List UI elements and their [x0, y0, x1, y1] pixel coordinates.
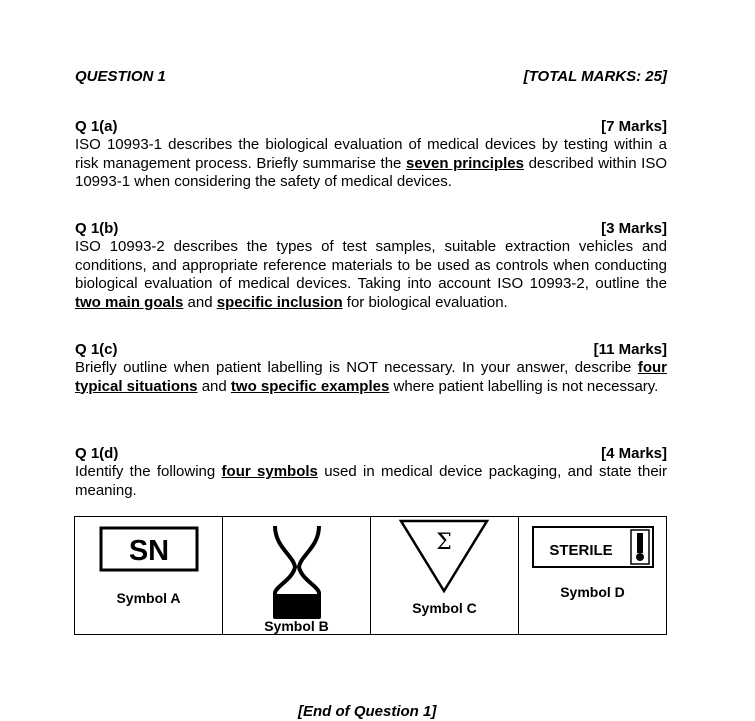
symbol-d-caption: Symbol D — [560, 584, 625, 600]
q1c-header — [75, 341, 667, 358]
q1c-text-3: where patient labelling is not necessary. — [389, 377, 659, 395]
q1c-text — [75, 359, 667, 396]
q1d-text-1: Identify the following — [75, 463, 222, 480]
symbol-d-text: STERILE — [549, 542, 613, 559]
q1b-label: Q 1(b) — [75, 220, 119, 237]
q1d-text — [75, 463, 667, 500]
symbol-a-caption: Symbol A — [116, 590, 181, 606]
q1b-text-1: ISO 10993-2 describes the types of test samples, suitable extraction vehicles and conditions, and appropriate reference materials to be used as controls when conducting biological evaluation of medical devices. Taking into account ISO 10993-2, outline the — [75, 238, 667, 292]
q1b-text — [75, 238, 667, 312]
q1d-text-2: used in medical device packaging, and state their meaning. — [75, 463, 667, 499]
total-marks: [TOTAL MARKS: 25] — [523, 68, 667, 85]
q1a-header — [75, 118, 667, 135]
q1b-marks: [3 Marks] — [601, 220, 667, 237]
symbol-c-cell — [371, 517, 519, 635]
q1b-header — [75, 220, 667, 237]
symbol-d-cell — [519, 517, 667, 635]
symbol-a-cell — [75, 517, 223, 635]
serial-number-icon — [75, 517, 223, 636]
symbols-table — [74, 516, 667, 635]
q1a-emphasis-1: seven principles — [406, 154, 524, 172]
q1c-emphasis-2: two specific examples — [230, 377, 390, 395]
q1c-emphasis-1: four typical situations — [75, 359, 667, 395]
q1d-emphasis-1: four symbols — [221, 463, 318, 480]
q1d-label: Q 1(d) — [75, 445, 119, 462]
q1c-marks: [11 Marks] — [593, 341, 667, 358]
q1d-header — [75, 445, 667, 462]
q1d-marks: [4 Marks] — [601, 445, 667, 462]
symbol-a-text: SN — [128, 535, 170, 567]
q1a-text-1: ISO 10993-1 describes the biological evaluation of medical devices by testing within a risk management process. Briefly summarise the — [75, 136, 667, 172]
q1b-emphasis-2: specific inclusion — [216, 293, 343, 311]
q1c-text-2: and — [197, 377, 231, 395]
q1c-text-1: Briefly outline when patient labelling is NOT necessary. In your answer, describe — [75, 359, 638, 376]
q1b-text-2: and — [183, 293, 217, 311]
symbol-b-cell — [223, 517, 371, 635]
symbol-b-caption: Symbol B — [264, 618, 329, 634]
q1c-label: Q 1(c) — [75, 341, 118, 358]
q1a-label: Q 1(a) — [75, 118, 118, 135]
q1a-text — [75, 136, 667, 192]
sterile-icon — [519, 517, 667, 636]
q1b-emphasis-1: two main goals — [75, 293, 184, 311]
q1b-text-3: for biological evaluation. — [342, 293, 508, 311]
q1a-marks: [7 Marks] — [601, 118, 667, 135]
q1a-text-2: described within ISO 10993-1 when considering the safety of medical devices. — [75, 154, 667, 190]
symbol-c-glyph: Σ — [436, 530, 452, 555]
question-title: QUESTION 1 — [75, 68, 166, 85]
symbol-c-caption: Symbol C — [412, 600, 477, 616]
sum-triangle-icon — [371, 517, 519, 636]
end-of-question: [End of Question 1] — [298, 703, 437, 720]
